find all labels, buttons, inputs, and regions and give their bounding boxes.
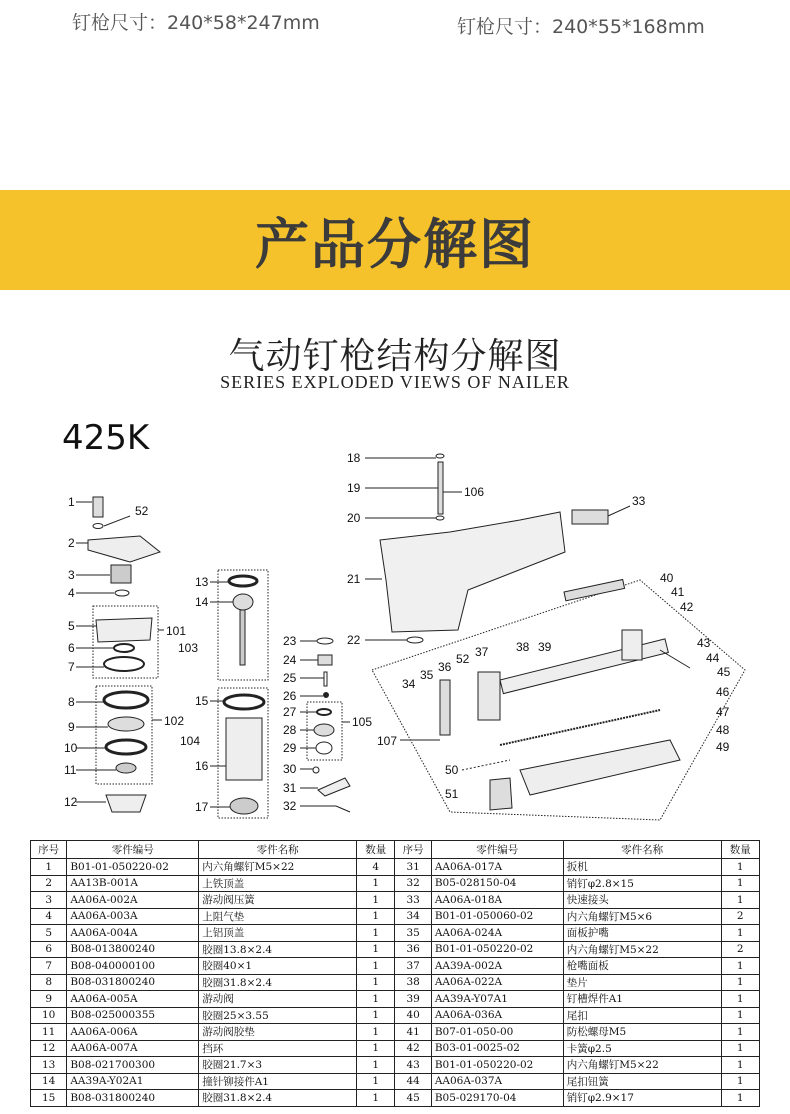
part-label-4: 4: [68, 586, 75, 600]
dimension-left: 钉枪尺寸：240*58*247mm: [72, 12, 320, 34]
table-header-row: [31, 841, 760, 859]
cell-name: 卡簧φ2.5: [563, 1040, 721, 1057]
cell-no: 38: [395, 974, 431, 991]
cell-code: AA06A-007A: [67, 1040, 199, 1057]
exploded-view-diagram: [0, 440, 790, 830]
group-label-104: 104: [180, 734, 201, 748]
cell-code: AA13B-001A: [67, 875, 199, 892]
cell-qty: 1: [357, 1073, 395, 1090]
part-label-52b: 52: [456, 652, 470, 666]
group-label-102: 102: [164, 714, 185, 728]
part-label-1: 1: [68, 495, 75, 509]
part-label-21: 21: [347, 572, 361, 586]
cell-qty: 1: [357, 974, 395, 991]
part-label-3: 3: [68, 568, 75, 582]
table-row: [31, 1057, 760, 1074]
cell-qty: 2: [721, 908, 759, 925]
cell-name: 枪嘴面板: [563, 958, 721, 975]
cell-no: 15: [31, 1090, 67, 1107]
cell-name: 销钉φ2.9×17: [563, 1090, 721, 1107]
cell-qty: 1: [721, 1040, 759, 1057]
header-qty-2: 数量: [721, 841, 759, 859]
cell-code: AA06A-005A: [67, 991, 199, 1008]
cell-name: 胶圈40×1: [199, 958, 357, 975]
part-label-51: 51: [445, 787, 459, 801]
table-row: [31, 991, 760, 1008]
cell-code: B01-01-050220-02: [67, 859, 199, 876]
cell-qty: 1: [357, 925, 395, 942]
dimension-right: 钉枪尺寸：240*55*168mm: [457, 16, 705, 38]
cell-code: B05-028150-04: [431, 875, 563, 892]
part-label-29: 29: [283, 741, 297, 755]
cell-code: B08-021700300: [67, 1057, 199, 1074]
cell-code: AA06A-003A: [67, 908, 199, 925]
cell-name: 游动阀压簧: [199, 892, 357, 909]
cell-no: 8: [31, 974, 67, 991]
table-row: [31, 1007, 760, 1024]
cell-name: 胶圈13.8×2.4: [199, 941, 357, 958]
part-label-50: 50: [445, 763, 459, 777]
cell-qty: 1: [721, 925, 759, 942]
part-label-34: 34: [402, 677, 416, 691]
cell-qty: 1: [721, 875, 759, 892]
table-row: [31, 875, 760, 892]
cell-name: 内六角螺钉M5×22: [563, 941, 721, 958]
table-row: [31, 1024, 760, 1041]
table-row: [31, 892, 760, 909]
cell-name: 内六角螺钉M5×22: [563, 1057, 721, 1074]
cell-qty: 1: [357, 1090, 395, 1107]
table-row: [31, 925, 760, 942]
part-label-2: 2: [68, 536, 75, 550]
part-label-42: 42: [680, 600, 694, 614]
part-label-28: 28: [283, 723, 297, 737]
cell-name: 内六角螺钉M5×22: [199, 859, 357, 876]
cell-name: 内六角螺钉M5×6: [563, 908, 721, 925]
table-row: [31, 859, 760, 876]
table-row: [31, 974, 760, 991]
cell-no: 14: [31, 1073, 67, 1090]
cell-name: 钉槽焊件A1: [563, 991, 721, 1008]
cell-name: 上阻气垫: [199, 908, 357, 925]
cell-code: AA39A-Y02A1: [67, 1073, 199, 1090]
part-label-26: 26: [283, 689, 297, 703]
part-label-12: 12: [64, 795, 78, 809]
header-code: 零件编号: [67, 841, 199, 859]
cell-no: 6: [31, 941, 67, 958]
cell-code: AA06A-006A: [67, 1024, 199, 1041]
table-row: [31, 1040, 760, 1057]
cell-qty: 1: [357, 958, 395, 975]
header-code-2: 零件编号: [431, 841, 563, 859]
cell-name: 面板护嘴: [563, 925, 721, 942]
cell-no: 31: [395, 859, 431, 876]
part-label-15: 15: [195, 694, 209, 708]
part-label-27: 27: [283, 705, 297, 719]
cell-no: 36: [395, 941, 431, 958]
part-label-46: 46: [716, 685, 730, 699]
cell-no: 45: [395, 1090, 431, 1107]
cell-qty: 1: [721, 1073, 759, 1090]
header-no-2: 序号: [395, 841, 431, 859]
part-label-32: 32: [283, 799, 297, 813]
part-label-37: 37: [475, 645, 489, 659]
cell-name: 胶圈31.8×2.4: [199, 1090, 357, 1107]
cell-qty: 1: [721, 1007, 759, 1024]
cell-name: 胶圈31.8×2.4: [199, 974, 357, 991]
cell-code: B08-013800240: [67, 941, 199, 958]
cell-qty: 1: [357, 892, 395, 909]
header-qty: 数量: [357, 841, 395, 859]
cell-code: AA06A-018A: [431, 892, 563, 909]
part-label-24: 24: [283, 653, 297, 667]
cell-no: 13: [31, 1057, 67, 1074]
part-label-47: 47: [716, 705, 730, 719]
cell-no: 7: [31, 958, 67, 975]
cell-no: 40: [395, 1007, 431, 1024]
cell-name: 销钉φ2.8×15: [563, 875, 721, 892]
group-label-103: 103: [178, 641, 199, 655]
cell-name: 快速接头: [563, 892, 721, 909]
part-label-17: 17: [195, 800, 209, 814]
part-label-39: 39: [538, 640, 552, 654]
group-label-107: 107: [377, 734, 398, 748]
part-label-10: 10: [64, 741, 78, 755]
cell-no: 44: [395, 1073, 431, 1090]
group-label-101: 101: [166, 624, 187, 638]
cell-code: B07-01-050-00: [431, 1024, 563, 1041]
cell-no: 39: [395, 991, 431, 1008]
cell-code: B03-01-0025-02: [431, 1040, 563, 1057]
cell-name: 扳机: [563, 859, 721, 876]
cell-qty: 1: [721, 1090, 759, 1107]
cell-code: AA06A-004A: [67, 925, 199, 942]
cell-name: 游动阀胶垫: [199, 1024, 357, 1041]
cell-no: 33: [395, 892, 431, 909]
cell-no: 42: [395, 1040, 431, 1057]
cell-code: AA39A-002A: [431, 958, 563, 975]
cell-code: B08-025000355: [67, 1007, 199, 1024]
part-label-33: 33: [632, 494, 646, 508]
cell-name: 游动阀: [199, 991, 357, 1008]
part-label-5: 5: [68, 619, 75, 633]
cell-code: AA06A-017A: [431, 859, 563, 876]
cell-code: B08-031800240: [67, 1090, 199, 1107]
cell-name: 撞针铆接件A1: [199, 1073, 357, 1090]
part-label-48: 48: [716, 723, 730, 737]
diagram-title-en: SERIES EXPLODED VIEWS OF NAILER: [220, 372, 570, 392]
part-label-11: 11: [64, 763, 77, 777]
cell-qty: 1: [357, 1040, 395, 1057]
cell-no: 12: [31, 1040, 67, 1057]
part-label-9: 9: [68, 720, 75, 734]
cell-name: 上铝顶盖: [199, 925, 357, 942]
header-no: 序号: [31, 841, 67, 859]
cell-qty: 1: [357, 1024, 395, 1041]
cell-code: B01-01-050220-02: [431, 1057, 563, 1074]
cell-no: 3: [31, 892, 67, 909]
cell-code: AA39A-Y07A1: [431, 991, 563, 1008]
cell-code: B08-040000100: [67, 958, 199, 975]
cell-no: 5: [31, 925, 67, 942]
cell-name: 尾扣: [563, 1007, 721, 1024]
diagram-title-cn: 气动钉枪结构分解图: [228, 336, 562, 377]
cell-qty: 1: [357, 941, 395, 958]
part-label-8: 8: [68, 695, 75, 709]
section-banner: [0, 190, 790, 290]
part-label-16: 16: [195, 759, 209, 773]
part-label-38: 38: [516, 640, 530, 654]
cell-qty: 1: [357, 991, 395, 1008]
cell-no: 9: [31, 991, 67, 1008]
cell-code: B08-031800240: [67, 974, 199, 991]
cell-qty: 1: [357, 908, 395, 925]
banner-title: 产品分解图: [255, 212, 535, 276]
part-label-22: 22: [347, 633, 361, 647]
cell-qty: 1: [357, 1057, 395, 1074]
part-label-20: 20: [347, 511, 361, 525]
cell-name: 尾扣钮簧: [563, 1073, 721, 1090]
cell-qty: 1: [721, 892, 759, 909]
part-label-31: 31: [283, 781, 297, 795]
cell-qty: 1: [721, 958, 759, 975]
cell-qty: 1: [357, 875, 395, 892]
table-row: [31, 958, 760, 975]
part-label-30: 30: [283, 762, 297, 776]
part-label-13: 13: [195, 575, 209, 589]
cell-code: AA06A-024A: [431, 925, 563, 942]
cell-no: 37: [395, 958, 431, 975]
cell-code: B01-01-050060-02: [431, 908, 563, 925]
table-row: [31, 908, 760, 925]
part-label-44: 44: [706, 651, 720, 665]
part-label-52: 52: [135, 504, 149, 518]
table-row: [31, 1090, 760, 1107]
cell-code: B05-029170-04: [431, 1090, 563, 1107]
cell-no: 4: [31, 908, 67, 925]
table-row: [31, 1073, 760, 1090]
cell-no: 34: [395, 908, 431, 925]
cell-qty: 2: [721, 941, 759, 958]
cell-code: AA06A-036A: [431, 1007, 563, 1024]
model-number: 425K: [62, 418, 150, 458]
group-label-105: 105: [352, 715, 373, 729]
cell-code: AA06A-002A: [67, 892, 199, 909]
cell-qty: 1: [721, 1057, 759, 1074]
header-name-2: 零件名称: [563, 841, 721, 859]
parts-table: [30, 840, 760, 1107]
part-label-23: 23: [283, 634, 297, 648]
header-name: 零件名称: [199, 841, 357, 859]
part-label-6: 6: [68, 641, 75, 655]
cell-qty: 1: [721, 991, 759, 1008]
cell-name: 上铁顶盖: [199, 875, 357, 892]
cell-name: 垫片: [563, 974, 721, 991]
cell-code: B01-01-050220-02: [431, 941, 563, 958]
cell-code: AA06A-037A: [431, 1073, 563, 1090]
cell-name: 胶圈25×3.55: [199, 1007, 357, 1024]
part-label-7: 7: [68, 660, 75, 674]
cell-no: 35: [395, 925, 431, 942]
cell-no: 2: [31, 875, 67, 892]
cell-qty: 1: [721, 859, 759, 876]
part-label-18: 18: [347, 451, 361, 465]
cell-name: 胶圈21.7×3: [199, 1057, 357, 1074]
part-label-35: 35: [420, 668, 434, 682]
cell-qty: 1: [357, 1007, 395, 1024]
part-label-19: 19: [347, 481, 361, 495]
part-label-49: 49: [716, 740, 730, 754]
cell-no: 43: [395, 1057, 431, 1074]
cell-no: 10: [31, 1007, 67, 1024]
table-row: [31, 941, 760, 958]
part-label-14: 14: [195, 595, 209, 609]
part-label-41: 41: [671, 585, 685, 599]
part-label-45: 45: [717, 665, 731, 679]
cell-no: 1: [31, 859, 67, 876]
cell-no: 11: [31, 1024, 67, 1041]
part-label-43: 43: [697, 636, 711, 650]
cell-no: 41: [395, 1024, 431, 1041]
cell-name: 防松螺母M5: [563, 1024, 721, 1041]
part-label-40: 40: [660, 571, 674, 585]
part-label-36: 36: [438, 660, 452, 674]
part-label-25: 25: [283, 671, 297, 685]
cell-name: 挡环: [199, 1040, 357, 1057]
group-label-106: 106: [464, 485, 485, 499]
cell-code: AA06A-022A: [431, 974, 563, 991]
cell-qty: 1: [721, 1024, 759, 1041]
cell-qty: 4: [357, 859, 395, 876]
cell-qty: 1: [721, 974, 759, 991]
cell-no: 32: [395, 875, 431, 892]
